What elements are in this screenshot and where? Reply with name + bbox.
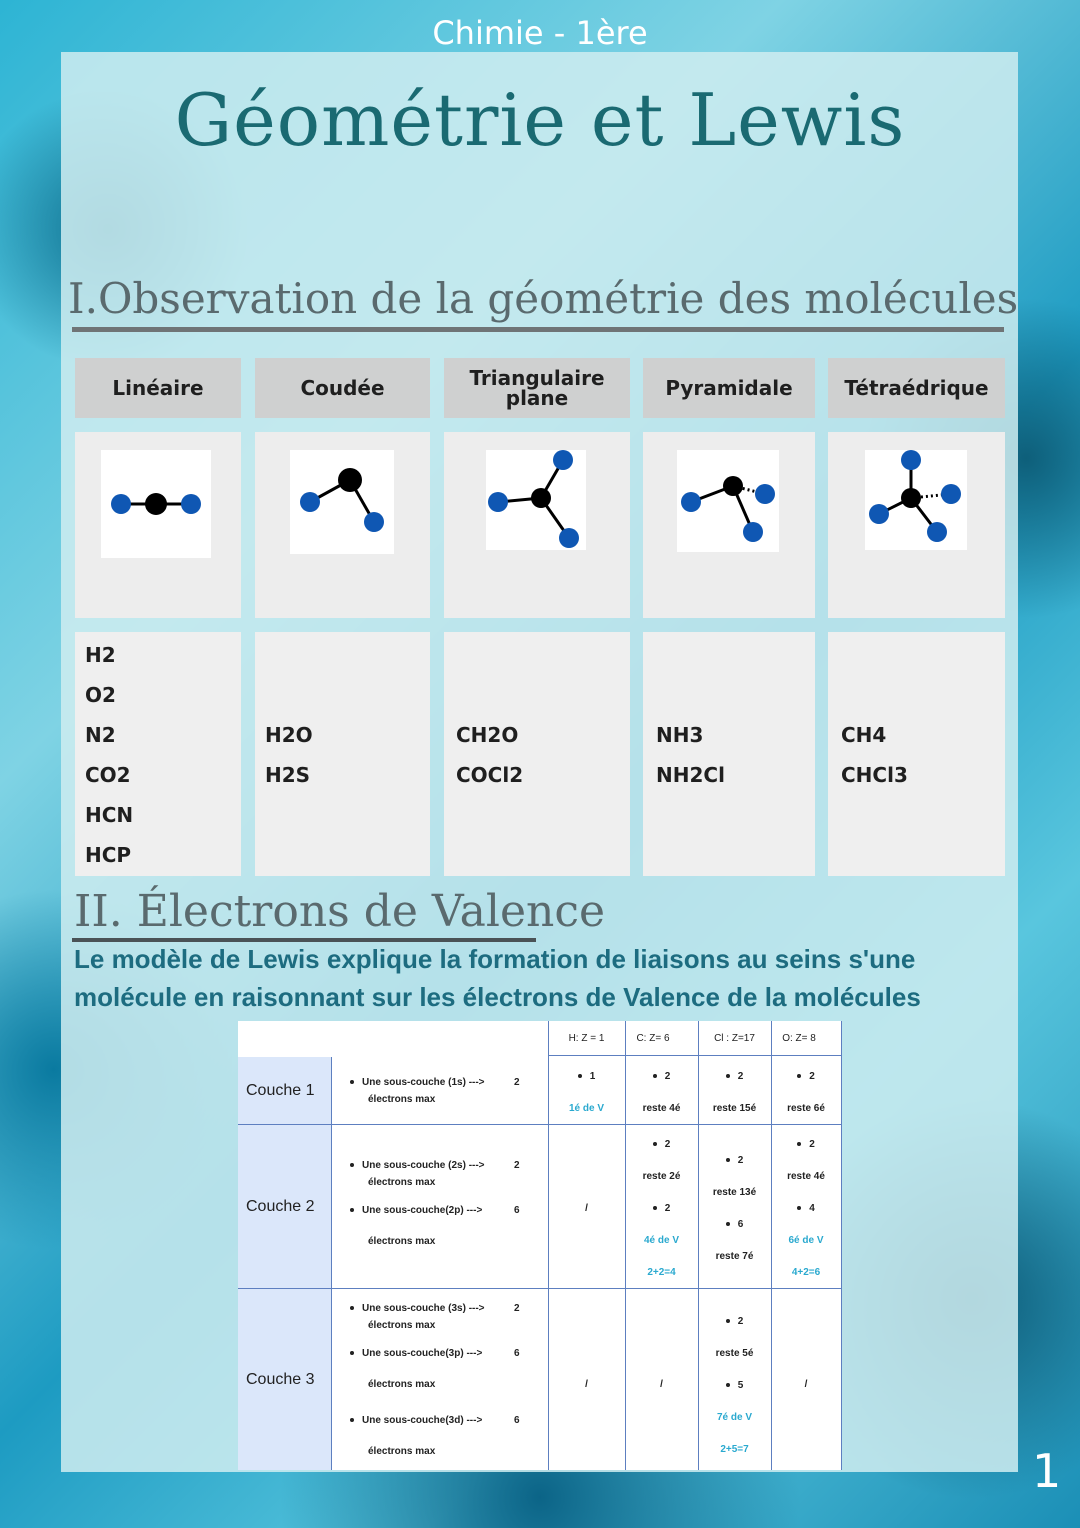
cell-o-couche2-sum: 4+2=6 (791, 1267, 821, 1278)
examples-list (841, 722, 908, 802)
subject-header: Chimie - 1ère (432, 14, 648, 52)
cell-c-couche2-2s: 2 (625, 1139, 698, 1150)
subshell-3s: Une sous-couche (3s) ---> 2 électrons max (350, 1303, 485, 1331)
trigonal-planar-molecule-icon (486, 450, 586, 550)
cell-o-couche2-2s: 2 (771, 1139, 841, 1150)
cell-cl-couche2-rest: reste 13é (712, 1187, 757, 1198)
example-formula: CH4 (841, 723, 887, 747)
column-header (444, 358, 630, 418)
example-formula: N2 (85, 723, 116, 747)
example-formula: NH3 (656, 723, 704, 747)
geometry-column-triangulaire-plane (444, 358, 630, 876)
example-formula: COCl2 (456, 763, 524, 787)
geometry-column-lineaire (75, 358, 241, 876)
cell-c-couche2-2p: 2 (625, 1203, 698, 1214)
cell-c-couche1-rest: reste 4é (642, 1103, 681, 1114)
cell-c-couche2-rest: reste 2é (642, 1171, 681, 1182)
cell-c-couche2-sum: 2+2=4 (647, 1267, 676, 1278)
example-formula: CO2 (85, 763, 131, 787)
column-header-h: H: Z = 1 (568, 1032, 605, 1044)
column-header-c: C: Z= 6 (636, 1032, 670, 1044)
row-label-couche-1: Couche 1 (238, 1057, 331, 1124)
column-header: Pyramidale (643, 358, 815, 418)
geometry-table (75, 358, 1005, 876)
example-formula: H2O (265, 723, 313, 747)
cell-o-couche1-rest: reste 6é (787, 1103, 825, 1114)
page-title: Géométrie et Lewis (174, 78, 906, 162)
cell-h-couche1-valence: 1é de V (568, 1103, 605, 1114)
section2-title: II. Électrons de Valence (74, 886, 606, 937)
bent-molecule-icon (290, 450, 394, 554)
examples-list (85, 642, 133, 882)
subshell-2p: Une sous-couche(2p) ---> 6 électrons max (350, 1205, 482, 1247)
cell-cl-couche3-rest: reste 5é (715, 1348, 754, 1359)
cell-cl-couche2-2s: 2 (698, 1155, 771, 1166)
cell-c-couche2-valence: 4é de V (643, 1235, 680, 1246)
subshell-1s: Une sous-couche (1s) ---> 2 électrons max (350, 1077, 485, 1105)
example-formula: CHCl3 (841, 763, 908, 787)
cell-cl-couche3-sum: 2+5=7 (720, 1444, 749, 1455)
column-header-line2: plane (505, 386, 569, 410)
geometry-column-tetraedrique (828, 358, 1005, 876)
cell-cl-couche3-3s: 2 (698, 1316, 771, 1327)
example-formula: H2 (85, 643, 116, 667)
valence-table (238, 1021, 842, 1470)
example-formula: NH2Cl (656, 763, 725, 787)
column-header: Linéaire (75, 358, 241, 418)
examples-list (656, 722, 725, 802)
example-formula: H2S (265, 763, 311, 787)
cell-cl-couche3-valence: 7é de V (716, 1412, 753, 1423)
column-header-o: O: Z= 8 (782, 1032, 816, 1044)
cell-o-couche2-rest: reste 4é (787, 1171, 825, 1182)
column-header: Coudée (255, 358, 430, 418)
example-formula: O2 (85, 683, 116, 707)
example-formula: HCN (85, 803, 134, 827)
linear-molecule-icon (101, 450, 211, 558)
row-label-couche-2: Couche 2 (238, 1125, 331, 1288)
cell-cl-couche2-2p: 6 (698, 1219, 771, 1230)
row-label-couche-3: Couche 3 (238, 1289, 331, 1470)
column-header-line1: Triangulaire (469, 366, 605, 390)
subshell-2s: Une sous-couche (2s) ---> 2 électrons max (350, 1160, 485, 1188)
cell-o-couche3: / (804, 1379, 808, 1390)
cell-cl-couche1-rest: reste 15é (712, 1103, 757, 1114)
pyramidal-molecule-icon (677, 450, 779, 552)
cell-o-couche2-2p: 4 (771, 1203, 841, 1214)
page-number: 1 (1032, 1444, 1062, 1498)
cell-cl-couche3-3p: 5 (698, 1380, 771, 1391)
examples-list (456, 722, 523, 802)
cell-h-couche3: / (585, 1379, 588, 1390)
section2-intro: Le modèle de Lewis explique la formation de liaisons au seins s'une molécule en raisonnant sur les électrons de Valence de la molécules (74, 944, 921, 1012)
cell-c-couche1-count: 2 (625, 1071, 698, 1082)
section1-underline (72, 327, 1004, 332)
geometry-column-coudee (255, 358, 430, 876)
column-header-cl: Cl : Z=17 (714, 1032, 755, 1044)
cell-o-couche1-count: 2 (771, 1071, 841, 1082)
examples-list (265, 722, 313, 802)
cell-c-couche3: / (660, 1379, 663, 1390)
section1-title: I.Observation de la géométrie des molécules (68, 274, 1019, 323)
column-header: Tétraédrique (828, 358, 1005, 418)
cell-cl-couche1-count: 2 (698, 1071, 771, 1082)
example-formula: HCP (85, 843, 132, 867)
geometry-column-pyramidale (643, 358, 815, 876)
subshell-3d: Une sous-couche(3d) ---> 6 électrons max (350, 1415, 482, 1457)
cell-h-couche2: / (585, 1203, 588, 1214)
subshell-3p: Une sous-couche(3p) ---> 6 électrons max (350, 1348, 482, 1390)
tetrahedral-molecule-icon (865, 450, 967, 550)
cell-o-couche2-valence: 6é de V (788, 1235, 824, 1246)
cell-cl-couche2-rest2: reste 7é (715, 1251, 754, 1262)
cell-h-couche1-count: 1 (548, 1071, 625, 1082)
example-formula: CH2O (456, 723, 519, 747)
